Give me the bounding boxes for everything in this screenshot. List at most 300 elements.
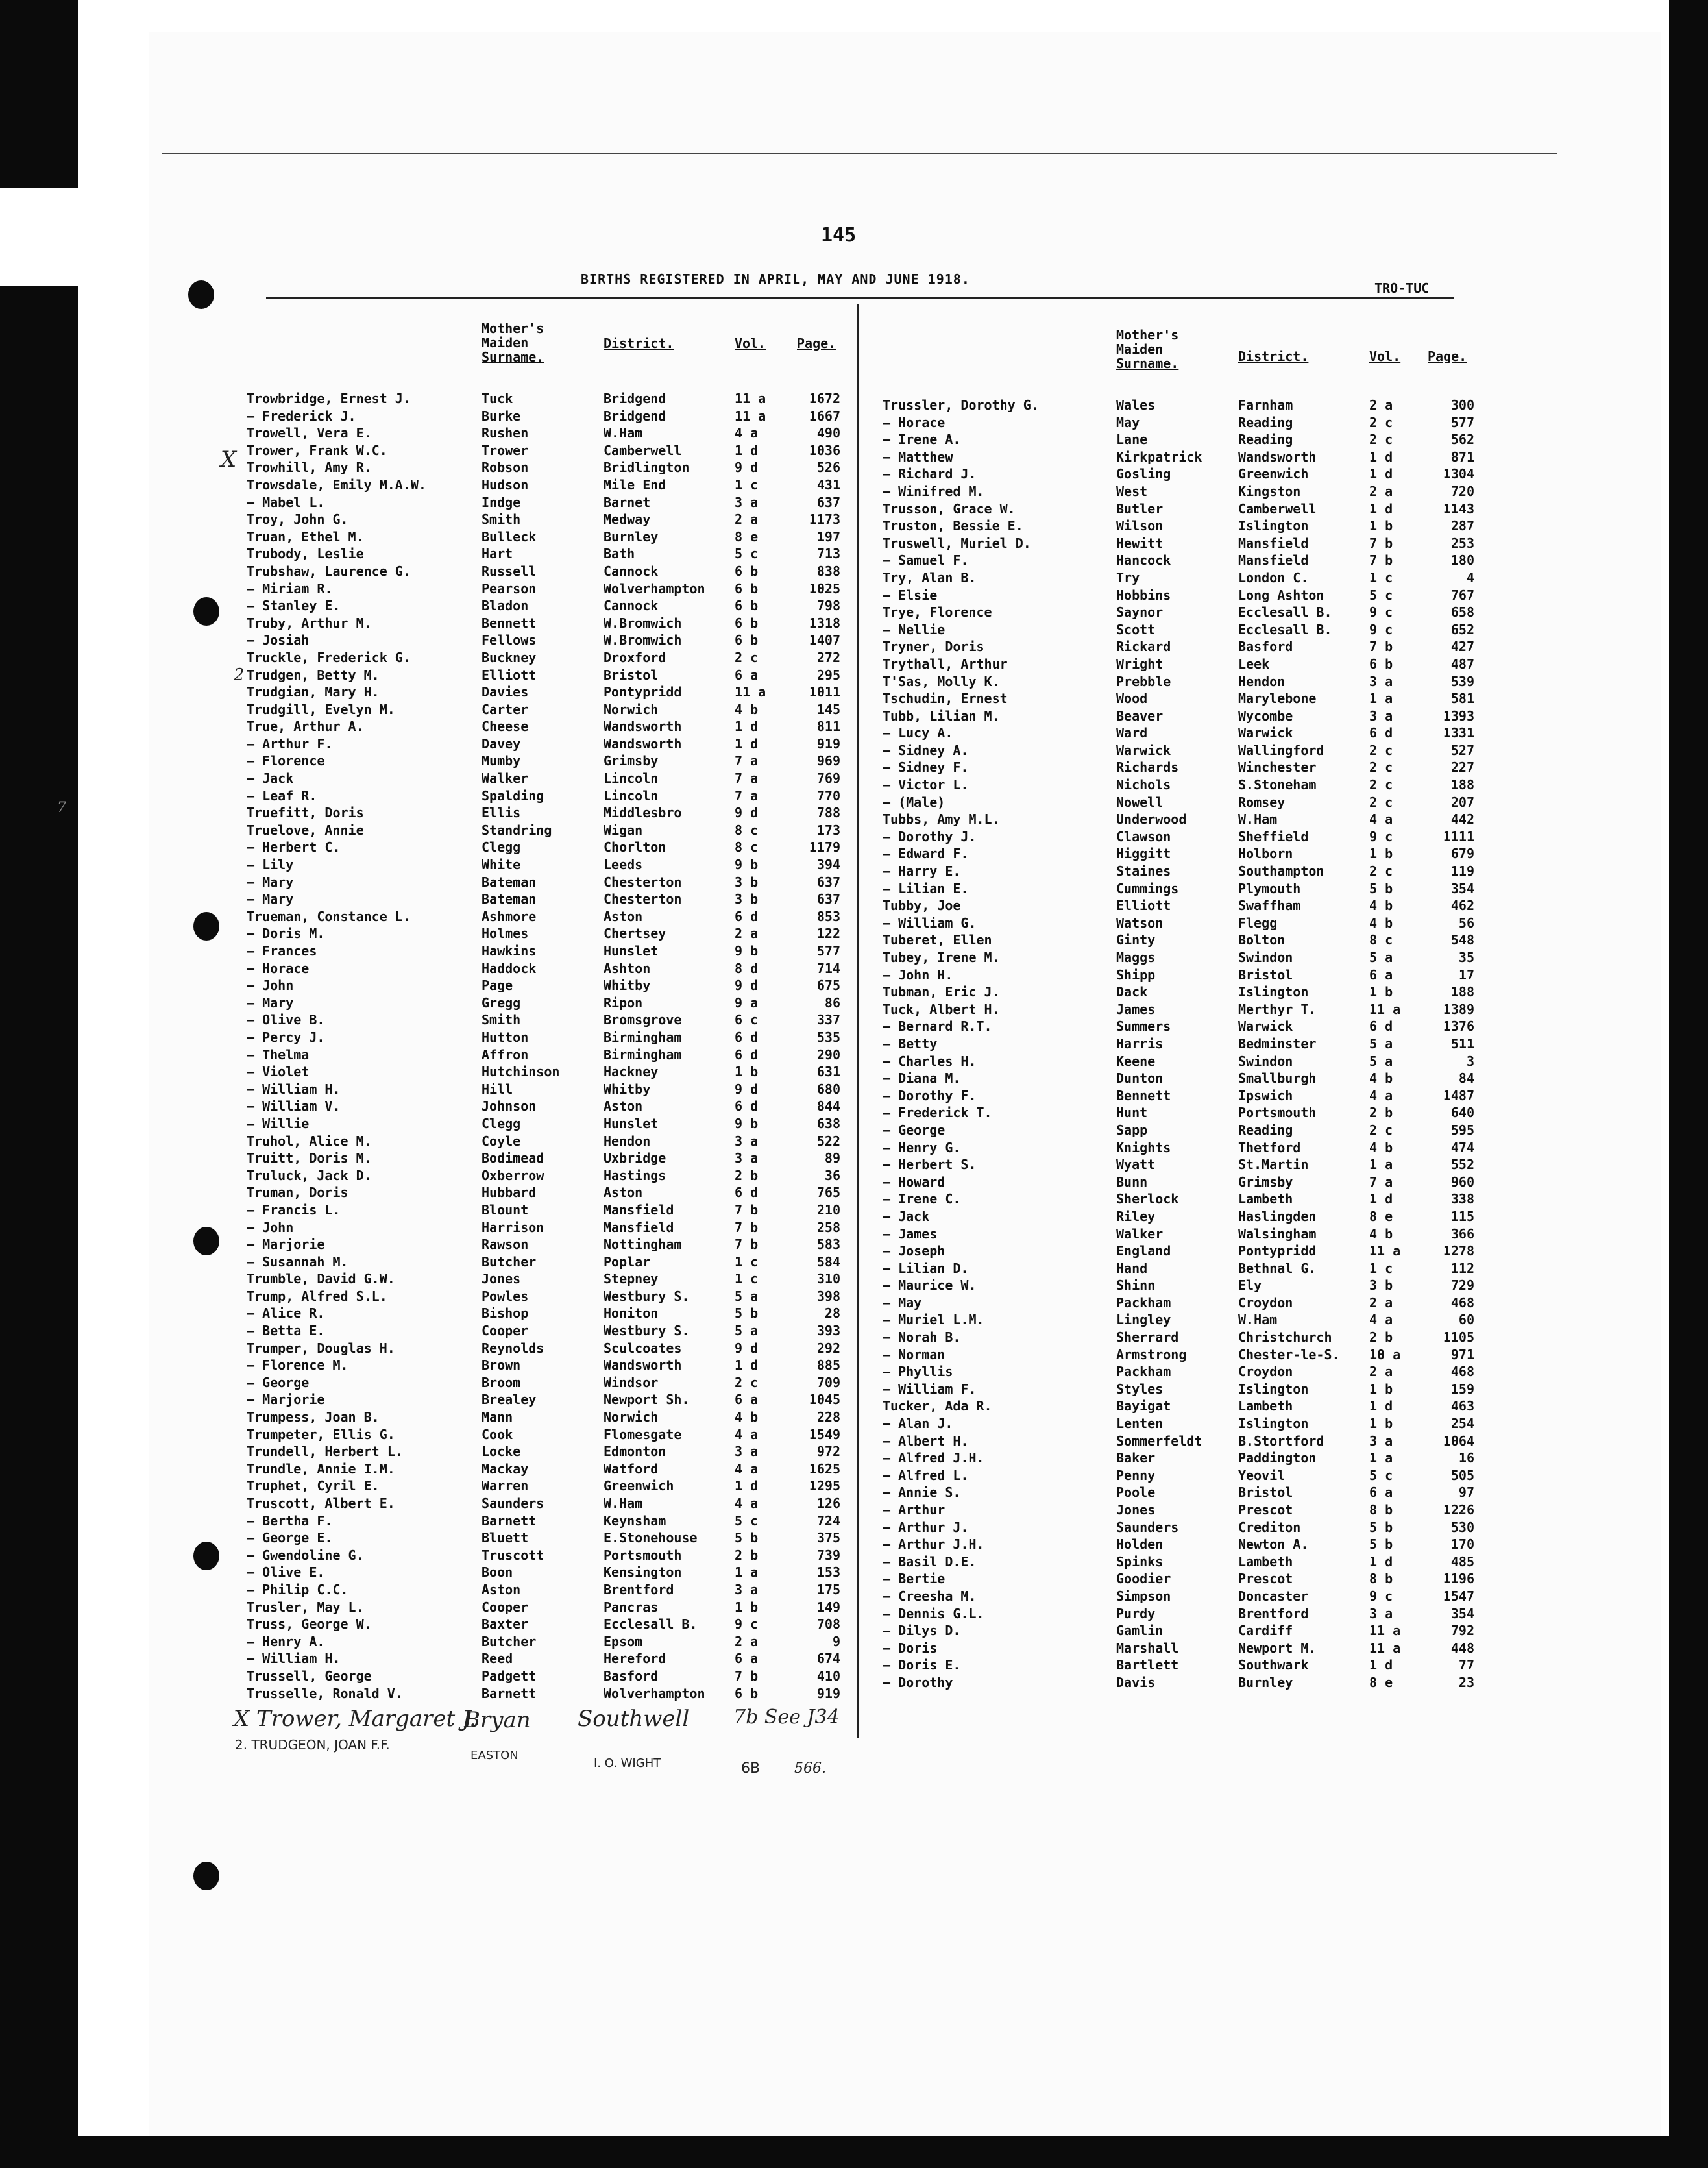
entry-name: Tryner, Doris <box>883 639 984 655</box>
entry-page: 253 <box>1450 535 1474 551</box>
entry-district: Kensington <box>604 1564 682 1581</box>
entry-page: 652 <box>1450 621 1474 637</box>
entry-vol: 3 a <box>735 1444 759 1460</box>
entry-maiden: Lenten <box>1116 1416 1164 1432</box>
entry-page: 153 <box>816 1564 840 1581</box>
entry-district: Ely <box>1238 1277 1262 1294</box>
entry-page: 35 <box>1458 950 1474 965</box>
entry-row <box>247 995 850 1013</box>
entry-maiden: Bateman <box>482 891 537 907</box>
entry-name: — Leaf R. <box>247 787 317 804</box>
entry-vol: 2 c <box>735 1374 759 1390</box>
entry-district: Bridgend <box>604 391 666 406</box>
entry-district: Pontypridd <box>604 684 682 700</box>
entry-name: — Florence M. <box>247 1357 348 1373</box>
entry-maiden: Bladon <box>482 598 529 614</box>
entry-page: 97 <box>1458 1484 1474 1501</box>
entry-maiden: Bartlett <box>1116 1657 1179 1673</box>
entry-maiden: Dack <box>1116 984 1148 1000</box>
entry-maiden: Warren <box>482 1478 529 1494</box>
entry-page: 145 <box>816 701 840 717</box>
entry-name: — Gwendoline G. <box>247 1547 364 1563</box>
entry-row <box>247 1305 850 1323</box>
entry-page: 398 <box>816 1288 840 1304</box>
entry-maiden: Nichols <box>1116 777 1171 793</box>
entry-vol: 6 c <box>735 1012 759 1028</box>
entry-row <box>247 1496 850 1513</box>
entry-name: — Howard <box>883 1174 946 1190</box>
entry-page: 170 <box>1450 1536 1474 1553</box>
entry-district: Basford <box>604 1668 659 1684</box>
entry-vol: 1 b <box>1369 984 1393 1000</box>
entry-vol: 1 a <box>735 1564 759 1581</box>
entry-name: — Mary <box>247 891 294 907</box>
entry-vol: 6 a <box>1369 1484 1393 1501</box>
entry-vol: 1 a <box>1369 1450 1393 1466</box>
entry-name: Truefitt, Doris <box>247 805 364 821</box>
scan-right-border <box>1669 0 1708 2168</box>
entry-row <box>883 1571 1486 1588</box>
entry-maiden: Knights <box>1116 1139 1171 1155</box>
entry-page: 1318 <box>809 615 840 631</box>
entry-vol: 4 b <box>1369 1070 1393 1087</box>
entry-district: Pontypridd <box>1238 1243 1317 1259</box>
entry-row <box>883 674 1486 691</box>
entry-name: — Betta E. <box>247 1323 325 1339</box>
entry-vol: 7 a <box>735 753 759 769</box>
entry-row <box>883 536 1486 553</box>
entry-page: 1672 <box>809 391 840 406</box>
entry-name: — William V. <box>247 1098 341 1115</box>
entry-row <box>883 967 1486 985</box>
entry-vol: 11 a <box>735 391 766 406</box>
entry-name: — Florence <box>247 753 325 769</box>
entry-row <box>883 415 1486 432</box>
handwritten-mark-x: X <box>221 447 237 473</box>
entry-maiden: Barnett <box>482 1512 537 1529</box>
entry-district: Wolverhampton <box>604 1685 705 1701</box>
entry-district: Ecclesall B. <box>1238 604 1332 621</box>
entry-page: 258 <box>816 1219 840 1235</box>
entry-maiden: Sommerfeldt <box>1116 1433 1202 1449</box>
entry-district: Watford <box>604 1460 659 1477</box>
entry-district: Grimsby <box>604 753 659 769</box>
entry-page: 9 <box>832 1633 840 1649</box>
entry-maiden: Cummings <box>1116 880 1179 896</box>
entry-page: 838 <box>816 563 840 579</box>
entry-row <box>247 1599 850 1617</box>
entry-maiden: Bluett <box>482 1530 529 1546</box>
entry-page: 227 <box>1450 759 1474 776</box>
entry-maiden: Walker <box>1116 1226 1164 1242</box>
entry-row <box>883 1157 1486 1174</box>
entry-district: W.Bromwich <box>604 615 682 631</box>
entry-vol: 6 b <box>1369 656 1393 672</box>
entry-row <box>883 466 1486 484</box>
entry-maiden: Robson <box>482 460 529 476</box>
entry-district: Aston <box>604 908 643 924</box>
entry-name: — Elsie <box>883 587 938 603</box>
entry-page: 765 <box>816 1185 840 1201</box>
entry-vol: 11 a <box>1369 1001 1401 1017</box>
entry-maiden: Sherrard <box>1116 1329 1179 1346</box>
entry-page: 310 <box>816 1271 840 1287</box>
entry-maiden: Staines <box>1116 863 1171 880</box>
entry-maiden: Hunt <box>1116 1105 1148 1121</box>
binder-hole <box>193 912 219 941</box>
entry-maiden: Butcher <box>482 1253 537 1270</box>
entry-vol: 6 d <box>735 1029 759 1045</box>
entry-page: 577 <box>1450 414 1474 430</box>
entry-vol: 4 a <box>1369 1087 1393 1103</box>
entry-district: B.Stortford <box>1238 1433 1324 1449</box>
entry-row <box>883 743 1486 760</box>
entry-page: 530 <box>1450 1519 1474 1535</box>
entry-row <box>247 1357 850 1375</box>
entry-maiden: Marshall <box>1116 1640 1179 1656</box>
entry-vol: 9 b <box>735 1115 759 1131</box>
entry-vol: 3 a <box>1369 1605 1393 1621</box>
entry-name: Trudgian, Mary H. <box>247 684 380 700</box>
entry-maiden: Shinn <box>1116 1277 1156 1294</box>
entry-name: Truman, Doris <box>247 1185 348 1201</box>
left-header-vol: Vol. <box>735 336 766 351</box>
entry-row <box>883 1036 1486 1053</box>
entry-maiden: Holden <box>1116 1536 1164 1553</box>
scan-left-notch <box>0 188 130 286</box>
entry-maiden: Cook <box>482 1426 513 1442</box>
entry-page: 714 <box>816 960 840 976</box>
entry-row <box>247 1530 850 1547</box>
entry-row <box>247 719 850 736</box>
entry-row <box>883 984 1486 1002</box>
entry-name: — Percy J. <box>247 1029 325 1045</box>
entry-page: 1407 <box>809 632 840 648</box>
entry-row <box>883 1226 1486 1244</box>
entry-district: W.Ham <box>1238 811 1278 828</box>
entry-maiden: Wyatt <box>1116 1157 1156 1173</box>
entry-page: 1295 <box>809 1478 840 1494</box>
entry-vol: 1 d <box>735 719 759 735</box>
entry-vol: 6 a <box>735 1651 759 1667</box>
entry-row <box>247 1288 850 1306</box>
entry-district: Merthyr T. <box>1238 1001 1317 1017</box>
entry-district: Wandsworth <box>604 1357 682 1373</box>
entry-name: — Francis L. <box>247 1201 341 1218</box>
entry-maiden: Keene <box>1116 1053 1156 1069</box>
entry-maiden: Ashmore <box>482 908 537 924</box>
entry-vol: 1 a <box>1369 691 1393 707</box>
entry-row <box>883 898 1486 915</box>
entry-maiden: Baxter <box>482 1616 529 1632</box>
entry-vol: 1 d <box>735 735 759 752</box>
entry-row <box>247 1616 850 1634</box>
entry-vol: 1 c <box>735 1271 759 1287</box>
entry-row <box>883 1209 1486 1226</box>
entry-name: — Winifred M. <box>883 483 984 499</box>
entry-vol: 7 b <box>1369 552 1393 569</box>
entry-page: 474 <box>1450 1139 1474 1155</box>
entry-maiden: Bennett <box>1116 1087 1171 1103</box>
entry-vol: 6 d <box>1369 1018 1393 1035</box>
entry-vol: 1 a <box>1369 1157 1393 1173</box>
entry-row <box>883 518 1486 536</box>
entry-page: 485 <box>1450 1553 1474 1570</box>
entry-maiden: Wales <box>1116 397 1156 413</box>
entry-name: Truscott, Albert E. <box>247 1496 395 1511</box>
entry-name: — (Male) <box>883 794 946 810</box>
entry-name: — Alfred L. <box>883 1467 969 1483</box>
entry-row <box>883 604 1486 622</box>
entry-page: 885 <box>816 1357 840 1373</box>
entry-maiden: Rawson <box>482 1237 529 1253</box>
entry-page: 337 <box>816 1012 840 1028</box>
handwritten-entry-2-district: I. O. WIGHT <box>594 1756 661 1770</box>
entry-vol: 7 b <box>1369 639 1393 655</box>
entry-maiden: Armstrong <box>1116 1346 1187 1362</box>
entry-vol: 2 b <box>1369 1105 1393 1121</box>
entry-district: Warwick <box>1238 725 1293 741</box>
entry-name: — Norah B. <box>883 1329 961 1346</box>
entry-page: 788 <box>816 805 840 821</box>
entry-name: — Diana M. <box>883 1070 961 1087</box>
entry-maiden: Burke <box>482 408 521 424</box>
entry-district: Reading <box>1238 414 1293 430</box>
entry-page: 1304 <box>1443 466 1474 482</box>
entry-vol: 2 c <box>1369 777 1393 793</box>
entry-page: 394 <box>816 857 840 873</box>
entry-page: 1036 <box>809 442 840 458</box>
entry-page: 115 <box>1450 1208 1474 1224</box>
entry-page: 292 <box>816 1340 840 1356</box>
entry-maiden: Gregg <box>482 994 521 1011</box>
entry-vol: 4 a <box>1369 1312 1393 1328</box>
entry-vol: 3 b <box>1369 1277 1393 1294</box>
entry-vol: 1 d <box>1369 1398 1393 1414</box>
entry-vol: 6 d <box>1369 725 1393 741</box>
entry-page: 188 <box>1450 777 1474 793</box>
entry-name: — Miriam R. <box>247 580 333 597</box>
entry-page: 126 <box>816 1496 840 1511</box>
entry-page: 462 <box>1450 898 1474 914</box>
entry-vol: 1 d <box>1369 1553 1393 1570</box>
entry-page: 427 <box>1450 639 1474 655</box>
entry-page: 637 <box>816 494 840 510</box>
entry-vol: 5 c <box>1369 587 1393 603</box>
entry-row <box>247 943 850 961</box>
entry-maiden: Maggs <box>1116 950 1156 965</box>
entry-district: Basford <box>1238 639 1293 655</box>
entry-row <box>247 1202 850 1220</box>
entry-district: Holborn <box>1238 846 1293 862</box>
entry-page: 4 <box>1466 569 1474 585</box>
entry-district: W.Ham <box>604 1496 643 1511</box>
entry-vol: 2 c <box>1369 863 1393 880</box>
entry-name: Trower, Frank W.C. <box>247 442 387 458</box>
entry-row <box>247 909 850 926</box>
entry-vol: 1 c <box>735 476 759 493</box>
entry-page: 442 <box>1450 811 1474 828</box>
entry-page: 119 <box>1450 863 1474 880</box>
entry-page: 658 <box>1450 604 1474 621</box>
entry-vol: 2 c <box>1369 742 1393 758</box>
entry-name: Trusler, May L. <box>247 1599 364 1615</box>
entry-name: — Jack <box>247 770 294 787</box>
entry-name: — May <box>883 1294 922 1311</box>
entry-page: 254 <box>1450 1416 1474 1432</box>
entry-district: Droxford <box>604 649 666 665</box>
entry-page: 463 <box>1450 1398 1474 1414</box>
entry-vol: 7 b <box>735 1668 759 1684</box>
entry-maiden: Try <box>1116 569 1140 585</box>
handwritten-entry-1-ref: 7b See J34 <box>733 1706 840 1729</box>
entry-page: 1196 <box>1443 1571 1474 1587</box>
entry-district: Crediton <box>1238 1519 1301 1535</box>
entry-district: Camberwell <box>1238 500 1317 517</box>
entry-name: — Mary <box>247 994 294 1011</box>
entry-maiden: Clegg <box>482 1115 521 1131</box>
entry-name: — Lucy A. <box>883 725 953 741</box>
entry-name: — Olive E. <box>247 1564 325 1581</box>
entry-vol: 11 a <box>735 684 766 700</box>
entry-row <box>883 656 1486 674</box>
entry-name: — Arthur F. <box>247 735 333 752</box>
entry-name: — Doris <box>883 1640 938 1656</box>
entry-maiden: Cooper <box>482 1323 529 1339</box>
entry-name: — Dennis G.L. <box>883 1605 984 1621</box>
entry-row <box>883 1347 1486 1364</box>
entry-maiden: Brown <box>482 1357 521 1373</box>
entry-maiden: Warwick <box>1116 742 1171 758</box>
entry-page: 526 <box>816 460 840 476</box>
entry-row <box>883 1191 1486 1209</box>
entry-page: 674 <box>816 1651 840 1667</box>
entry-name: Trump, Alfred S.L. <box>247 1288 387 1304</box>
entry-row <box>247 1444 850 1461</box>
entry-maiden: Pearson <box>482 580 537 597</box>
entry-maiden: Russell <box>482 563 537 579</box>
entry-maiden: Powles <box>482 1288 529 1304</box>
right-header-maiden-surname <box>1116 328 1178 371</box>
entry-page: 431 <box>816 476 840 493</box>
entry-name: — Sidney A. <box>883 742 969 758</box>
entry-district: Burnley <box>604 528 659 545</box>
entry-maiden: Sapp <box>1116 1122 1148 1138</box>
side-mark-7: 7 <box>57 800 66 816</box>
entry-page: 410 <box>816 1668 840 1684</box>
entry-page: 468 <box>1450 1294 1474 1311</box>
entry-name: — Mabel L. <box>247 494 325 510</box>
entry-vol: 1 d <box>1369 500 1393 517</box>
entry-district: Aston <box>604 1185 643 1201</box>
entry-maiden: Affron <box>482 1046 529 1063</box>
entry-district: Newton A. <box>1238 1536 1309 1553</box>
entry-name: Trye, Florence <box>883 604 992 621</box>
entry-page: 1226 <box>1443 1502 1474 1518</box>
entry-name: — Horace <box>883 414 946 430</box>
entry-vol: 9 c <box>1369 604 1393 621</box>
entry-district: Epsom <box>604 1633 643 1649</box>
entry-row <box>247 477 850 495</box>
entry-page: 871 <box>1450 449 1474 465</box>
entry-page: 287 <box>1450 518 1474 534</box>
entry-name: — Maurice W. <box>883 1277 977 1294</box>
entry-maiden: Bayigat <box>1116 1398 1171 1414</box>
entry-vol: 6 b <box>735 580 759 597</box>
entry-page: 375 <box>816 1530 840 1546</box>
entry-vol: 5 a <box>735 1288 759 1304</box>
entry-name: Truitt, Doris M. <box>247 1150 372 1166</box>
entry-row <box>247 1220 850 1237</box>
entry-page: 960 <box>1450 1174 1474 1190</box>
entry-district: Hendon <box>1238 673 1286 689</box>
entry-name: — Annie S. <box>883 1484 961 1501</box>
entry-vol: 6 b <box>735 1685 759 1701</box>
left-header-district: District. <box>604 336 674 351</box>
entry-name: — Matthew <box>883 449 953 465</box>
entry-name: Tubman, Eric J. <box>883 984 1000 1000</box>
entry-maiden: Summers <box>1116 1018 1171 1035</box>
entry-district: Greenwich <box>604 1478 674 1494</box>
entry-district: Croydon <box>1238 1364 1293 1380</box>
entry-district: Winchester <box>1238 759 1317 776</box>
entry-district: Wallingford <box>1238 742 1324 758</box>
entry-maiden: Cheese <box>482 719 529 735</box>
entry-name: Tucker, Ada R. <box>883 1398 992 1414</box>
entry-district: Whitby <box>604 978 651 994</box>
entry-row <box>247 1375 850 1392</box>
entry-name: — Doris M. <box>247 926 325 942</box>
entry-name: — Dorothy F. <box>883 1087 977 1103</box>
entry-row <box>883 432 1486 449</box>
entry-district: St.Martin <box>1238 1157 1309 1173</box>
entry-maiden: Hobbins <box>1116 587 1171 603</box>
entry-district: Pancras <box>604 1599 659 1615</box>
entry-page: 638 <box>816 1115 840 1131</box>
entry-vol: 7 b <box>735 1237 759 1253</box>
handwritten-mark-2: 2 <box>234 665 245 685</box>
entry-page: 149 <box>816 1599 840 1615</box>
entry-page: 1547 <box>1443 1588 1474 1604</box>
entry-name: Tubey, Irene M. <box>883 950 1000 965</box>
entry-page: 1487 <box>1443 1087 1474 1103</box>
entry-row <box>247 753 850 770</box>
entry-row <box>883 1295 1486 1312</box>
entry-district: Flomesgate <box>604 1426 682 1442</box>
entry-vol: 8 c <box>1369 932 1393 948</box>
entry-vol: 4 a <box>735 425 759 441</box>
entry-district: Cannock <box>604 563 659 579</box>
entry-maiden: Buckney <box>482 649 537 665</box>
entry-page: 680 <box>816 1081 840 1097</box>
entry-vol: 2 c <box>1369 432 1393 448</box>
entry-row <box>247 615 850 633</box>
entry-maiden: Truscott <box>482 1547 544 1563</box>
entry-vol: 10 a <box>1369 1346 1401 1362</box>
entry-district: Long Ashton <box>1238 587 1324 603</box>
entry-maiden: Beaver <box>1116 708 1164 724</box>
entry-row <box>883 932 1486 950</box>
entry-name: — Richard J. <box>883 466 977 482</box>
entry-district: W.Bromwich <box>604 632 682 648</box>
entry-page: 539 <box>1450 673 1474 689</box>
entry-name: — Marjorie <box>247 1237 325 1253</box>
entry-vol: 3 b <box>735 874 759 890</box>
entry-district: Sculcoates <box>604 1340 682 1356</box>
entry-page: 1625 <box>809 1460 840 1477</box>
entry-district: Westbury S. <box>604 1288 690 1304</box>
entry-row <box>247 1064 850 1081</box>
